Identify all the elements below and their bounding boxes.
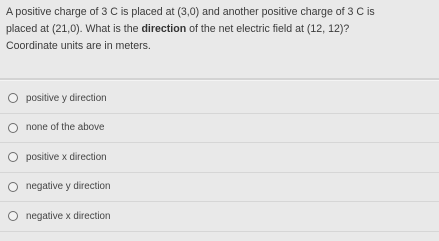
option-label: positive x direction bbox=[26, 151, 107, 163]
radio-button[interactable] bbox=[8, 123, 18, 133]
radio-button[interactable] bbox=[8, 182, 18, 192]
question-line-2-end: of the net electric field at (12, 12)? bbox=[186, 23, 350, 35]
radio-button[interactable] bbox=[8, 93, 18, 103]
option-label: none of the above bbox=[26, 122, 105, 134]
radio-button[interactable] bbox=[8, 211, 18, 221]
radio-button[interactable] bbox=[8, 152, 18, 162]
option-label: negative y direction bbox=[26, 181, 111, 193]
question-text bbox=[6, 4, 434, 55]
divider bbox=[0, 78, 439, 80]
option-negative-x[interactable] bbox=[0, 202, 439, 232]
answer-options bbox=[0, 84, 439, 232]
question-emphasis: direction bbox=[141, 23, 187, 35]
question-line-3: Coordinate units are in meters. bbox=[6, 40, 151, 52]
option-none-of-the-above[interactable] bbox=[0, 114, 439, 144]
option-negative-y[interactable] bbox=[0, 173, 439, 203]
question-line-2-start: placed at (21,0). What is the bbox=[6, 23, 142, 35]
option-label: positive y direction bbox=[26, 92, 107, 104]
option-positive-x[interactable] bbox=[0, 143, 439, 173]
question-line-2 bbox=[6, 21, 434, 38]
option-positive-y[interactable] bbox=[0, 84, 439, 114]
option-label: negative x direction bbox=[26, 210, 111, 222]
question-line-1: A positive charge of 3 C is placed at (3,0) and another positive charge of 3 C is bbox=[6, 6, 375, 18]
